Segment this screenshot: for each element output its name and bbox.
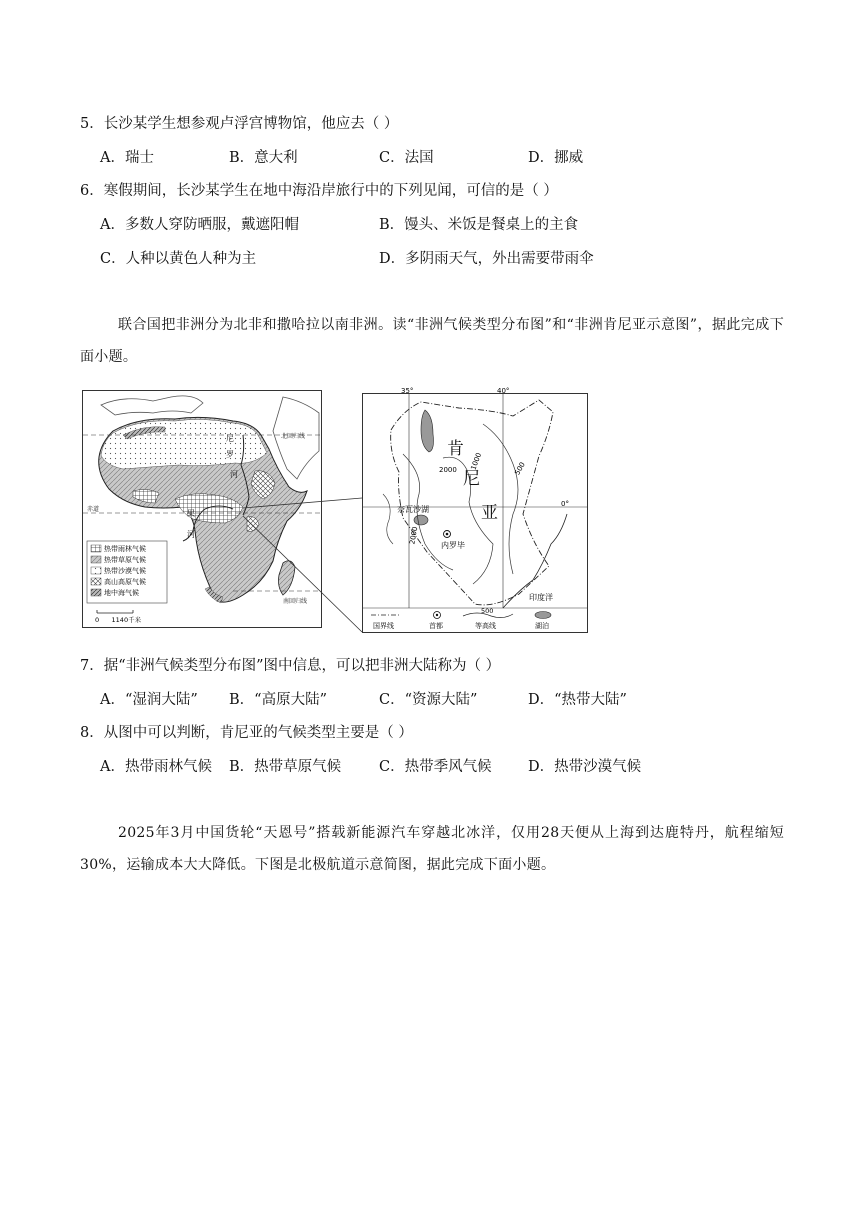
- label-north-tropic: 北回归线: [281, 433, 306, 440]
- label-contour-1000: 1000: [469, 451, 484, 472]
- q6-option-a: A．多数人穿防晒服，戴遮阳帽: [100, 217, 299, 233]
- label-congo-2: 河: [187, 530, 195, 539]
- label-congo-1: 果: [187, 509, 195, 518]
- label-lon-40: 40°: [497, 387, 510, 395]
- label-nile-2: 罗: [226, 450, 234, 459]
- lake-naivasha: [414, 515, 428, 525]
- label-equator: 赤道: [87, 506, 100, 513]
- passage-africa: 联合国把非洲分为北非和撒哈拉以南非洲。读“非洲气候类型分布图”和“非洲肯尼亚示意图”，据此完成下面小题。: [80, 317, 784, 365]
- label-nairobi: 内罗毕: [441, 541, 465, 550]
- legend-contour-value: 500: [481, 607, 494, 615]
- q6-option-b: B．馒头、米饭是餐桌上的主食: [379, 217, 579, 233]
- question-7-stem: 7．据“非洲气候类型分布图”图中信息，可以把非洲大陆称为（ ）: [80, 658, 501, 674]
- q6-option-c: C．人种以黄色人种为主: [100, 251, 257, 267]
- q8-option-d: D．热带沙漠气候: [528, 759, 642, 775]
- label-nile-1: 尼: [226, 434, 234, 443]
- legend-lake: 湖泊: [535, 622, 549, 630]
- contour-west: [383, 494, 393, 544]
- question-6-stem: 6．寒假期间，长沙某学生在地中海沿岸旅行中的下列见闻，可信的是（ ）: [80, 183, 558, 199]
- legend-border: 国界线: [373, 622, 394, 630]
- label-lon-35: 35°: [401, 387, 414, 395]
- legend-contour: 等高线: [475, 622, 496, 630]
- legend-capital: 首都: [429, 622, 443, 630]
- label-south-tropic: 南回归线: [283, 598, 308, 605]
- q6-option-d: D．多阴雨天气，外出需要带雨伞: [379, 251, 594, 267]
- q5-option-c: C．法国: [379, 150, 434, 166]
- label-lat-0: 0°: [561, 500, 569, 508]
- legend-lake-icon: [535, 612, 551, 619]
- q7-option-a: A．“湿润大陆”: [100, 692, 198, 708]
- question-8-stem: 8．从图中可以判断，肯尼亚的气候类型主要是（ ）: [80, 725, 413, 741]
- kenya-map: [362, 387, 588, 633]
- q7-option-d: D．“热带大陆”: [528, 692, 627, 708]
- label-country-1: 肯: [447, 439, 464, 459]
- kenya-legend: [363, 607, 587, 630]
- q7-option-c: C．“资源大陆”: [379, 692, 478, 708]
- label-contour-500: 500: [513, 460, 527, 477]
- kenya-border: [391, 400, 553, 605]
- passage-arctic: 2025年3月中国货轮“天恩号”搭载新能源汽车穿越北冰洋，仅用28天便从上海到达鹿特丹，航程缩短30%，运输成本大大降低。下图是北极航道示意简图，据此完成下面小题。: [80, 825, 784, 873]
- label-indian-ocean: 印度洋: [529, 593, 553, 602]
- q7-option-b: B．“高原大陆”: [229, 692, 327, 708]
- scale-label: 0 1140千米: [95, 616, 142, 624]
- label-country-3: 亚: [481, 503, 498, 523]
- legend-highland: 高山高原气候: [104, 578, 146, 586]
- q5-option-a: A．瑞士: [100, 150, 154, 166]
- question-5-stem: 5．长沙某学生想参观卢浮宫博物馆，他应去（ ）: [80, 116, 399, 132]
- lake-turkana: [421, 410, 434, 452]
- label-contour-2000b: 2000: [408, 526, 420, 545]
- q8-option-b: B．热带草原气候: [229, 759, 342, 775]
- q5-option-d: D．挪威: [528, 150, 584, 166]
- legend-savanna: 热带草原气候: [104, 556, 146, 564]
- legend-mediterranean: 地中海气候: [104, 589, 139, 597]
- q8-option-a: A．热带雨林气候: [100, 759, 212, 775]
- q8-option-c: C．热带季风气候: [379, 759, 492, 775]
- label-lake-naivasha: 奈瓦沙湖: [397, 505, 429, 514]
- legend-rainforest: 热带雨林气候: [104, 545, 146, 553]
- label-nile-3: 河: [230, 470, 238, 479]
- contour-500: [483, 424, 518, 574]
- label-contour-2000a: 2000: [439, 466, 457, 474]
- legend-desert: 热带沙漠气候: [104, 567, 146, 575]
- label-country-2: 尼: [463, 469, 480, 489]
- q5-option-b: B．意大利: [229, 150, 298, 166]
